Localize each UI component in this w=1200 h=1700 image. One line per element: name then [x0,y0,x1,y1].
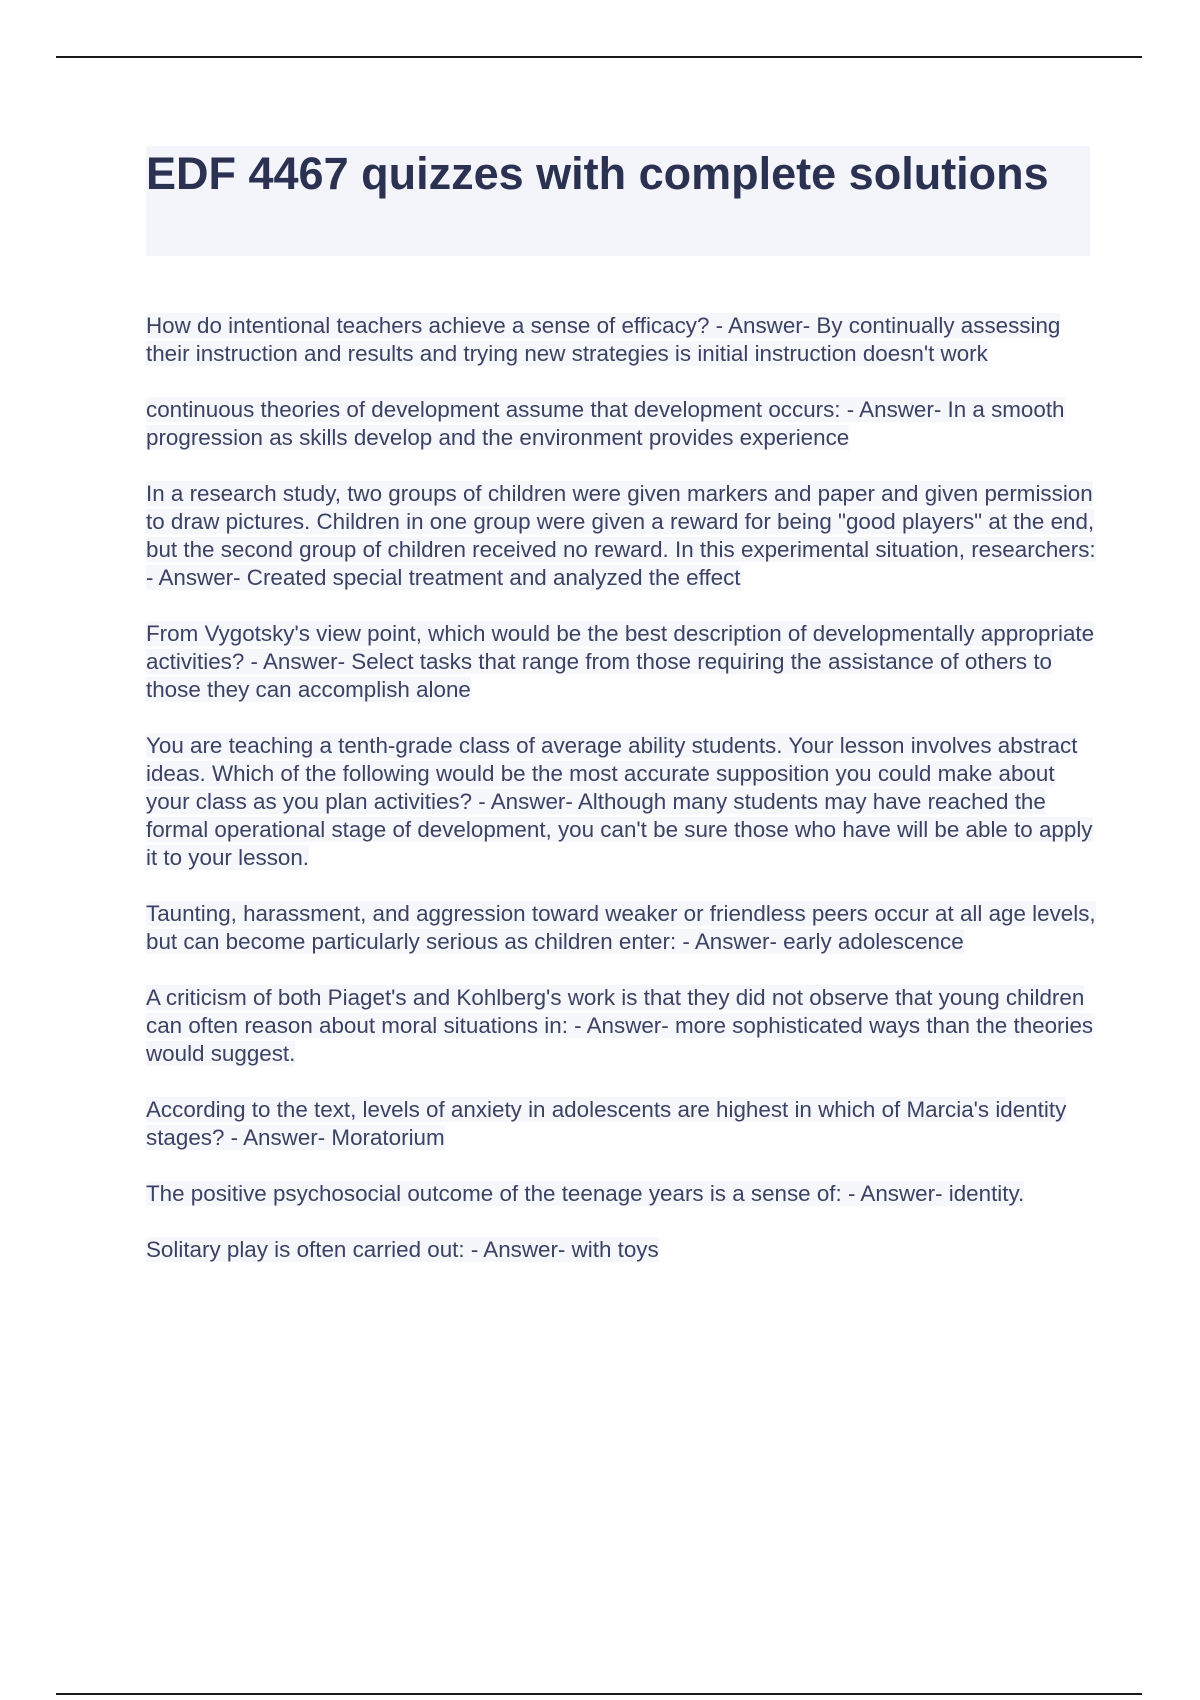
qa-text: The positive psychosocial outcome of the teenage years is a sense of: - Answer- identity. [146,1181,1025,1206]
qa-item [146,984,1096,1068]
document-title: EDF 4467 quizzes with complete solutions [146,148,1049,199]
qa-text: In a research study, two groups of children were given markers and paper and given permission to draw pictures. Children in one group were given a reward for being "good players" at the end, but the second group of children received no reward. In this experimental situation, researchers: - Answer- Created special treatment and analyzed the effect [146,481,1096,590]
qa-item [146,732,1096,872]
top-rule [56,56,1142,58]
qa-item [146,1096,1096,1152]
qa-text: Taunting, harassment, and aggression toward weaker or friendless peers occur at all age levels, but can become particularly serious as children enter: - Answer- early adolescence [146,901,1096,954]
title-block [146,146,1090,256]
qa-item [146,480,1096,592]
bottom-rule [56,1693,1142,1695]
qa-item [146,900,1096,956]
qa-text: Solitary play is often carried out: - Answer- with toys [146,1237,659,1262]
qa-text: How do intentional teachers achieve a sense of efficacy? - Answer- By continually assessing their instruction and results and trying new strategies is initial instruction doesn't work [146,313,1061,366]
qa-text: From Vygotsky's view point, which would be the best description of developmentally appropriate activities? - Answer- Select tasks that range from those requiring the assistance of others to those they can accomplish alone [146,621,1095,702]
qa-text: You are teaching a tenth-grade class of average ability students. Your lesson involves abstract ideas. Which of the following would be the most accurate supposition you could make about your class as you plan activities? - Answer- Although many students may have reached the formal operational stage of development, you can't be sure those who have will be able to apply it to your lesson. [146,733,1093,870]
qa-list [146,312,1096,1292]
qa-item [146,396,1096,452]
qa-item [146,620,1096,704]
qa-item [146,312,1096,368]
qa-item [146,1236,1096,1264]
qa-text: continuous theories of development assume that development occurs: - Answer- In a smooth progression as skills develop and the environment provides experience [146,397,1065,450]
qa-item [146,1180,1096,1208]
qa-text: According to the text, levels of anxiety in adolescents are highest in which of Marcia's identity stages? - Answer- Moratorium [146,1097,1067,1150]
qa-text: A criticism of both Piaget's and Kohlberg's work is that they did not observe that young children can often reason about moral situations in: - Answer- more sophisticated ways than the theories would suggest. [146,985,1094,1066]
